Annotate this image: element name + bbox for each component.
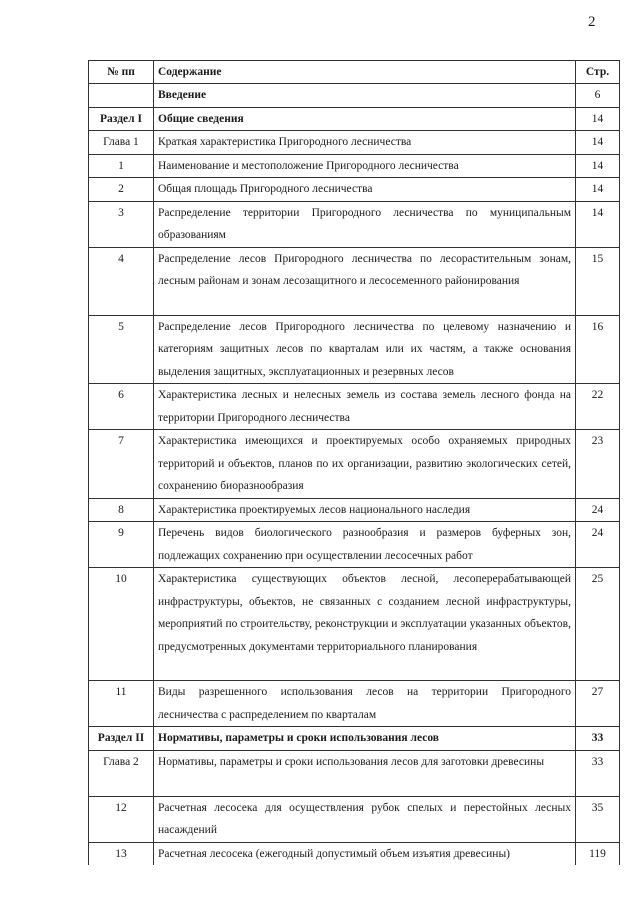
header-num: № пп [89, 61, 154, 84]
row-content: Общие сведения [154, 107, 576, 131]
row-page: 24 [576, 498, 620, 522]
row-num: 12 [89, 796, 154, 842]
row-num: 10 [89, 568, 154, 681]
row-content: Нормативы, параметры и сроки использования лесов [154, 727, 576, 751]
header-content: Содержание [154, 61, 576, 84]
row-page: 27 [576, 681, 620, 727]
row-num: 4 [89, 247, 154, 315]
row-content: Нормативы, параметры и сроки использования лесов для заготовки древесины [154, 750, 576, 796]
row-content: Краткая характеристика Пригородного лесничества [154, 131, 576, 155]
table-row [89, 247, 620, 315]
header-page: Стр. [576, 61, 620, 84]
row-page: 33 [576, 727, 620, 751]
row-page: 14 [576, 178, 620, 202]
row-num: 13 [89, 842, 154, 865]
row-content: Характеристика имеющихся и проектируемых особо охраняемых природных территорий и объектов, планов по их организации, развитию экологических сетей, сохранению биоразнообразия [154, 430, 576, 499]
row-page: 25 [576, 568, 620, 681]
table-row [89, 750, 620, 796]
table-row [89, 568, 620, 681]
row-page: 119 [576, 842, 620, 865]
row-content: Наименование и местоположение Пригородного лесничества [154, 154, 576, 178]
row-content: Расчетная лесосека (ежегодный допустимый объем изъятия древесины) [154, 842, 576, 865]
table-row [89, 430, 620, 499]
row-page: 14 [576, 131, 620, 155]
row-content: Виды разрешенного использования лесов на территории Пригородного лесничества с распределением по кварталам [154, 681, 576, 727]
row-page: 14 [576, 154, 620, 178]
table-row [89, 154, 620, 178]
row-num: 8 [89, 498, 154, 522]
row-content: Распределение территории Пригородного лесничества по муниципальным образованиям [154, 201, 576, 247]
row-content: Характеристика проектируемых лесов национального наследия [154, 498, 576, 522]
row-num: 7 [89, 430, 154, 499]
row-page: 23 [576, 430, 620, 499]
row-num: 2 [89, 178, 154, 202]
row-page: 22 [576, 384, 620, 430]
table-row [89, 796, 620, 842]
table-row [89, 727, 620, 751]
row-content: Перечень видов биологического разнообразия и размеров буферных зон, подлежащих сохранению при осуществлении лесосечных работ [154, 522, 576, 568]
row-content: Характеристика лесных и нелесных земель из состава земель лесного фонда на территории Пригородного лесничества [154, 384, 576, 430]
table-row [89, 681, 620, 727]
table-row [89, 178, 620, 202]
row-page: 35 [576, 796, 620, 842]
table-row [89, 842, 620, 865]
row-num: 1 [89, 154, 154, 178]
table-row [89, 522, 620, 568]
row-page: 6 [576, 84, 620, 108]
row-num: Глава 2 [89, 750, 154, 796]
row-content: Общая площадь Пригородного лесничества [154, 178, 576, 202]
row-content: Введение [154, 84, 576, 108]
page-number: 2 [588, 14, 596, 30]
row-page: 15 [576, 247, 620, 315]
row-page: 14 [576, 107, 620, 131]
row-num: Раздел II [89, 727, 154, 751]
table-row [89, 384, 620, 430]
row-num: 9 [89, 522, 154, 568]
table-row [89, 498, 620, 522]
row-content: Распределение лесов Пригородного лесничества по лесорастительным зонам, лесным районам и зонам лесозащитного и лесосеменного районирования [154, 247, 576, 315]
table-header-row [89, 61, 620, 84]
table-row [89, 315, 620, 384]
row-num [89, 84, 154, 108]
row-num: 5 [89, 315, 154, 384]
table-row [89, 84, 620, 108]
row-page: 14 [576, 201, 620, 247]
table-row [89, 131, 620, 155]
row-num: Раздел I [89, 107, 154, 131]
row-num: 3 [89, 201, 154, 247]
row-num: Глава 1 [89, 131, 154, 155]
row-num: 6 [89, 384, 154, 430]
row-content: Распределение лесов Пригородного лесничества по целевому назначению и категориям защитных лесов по кварталам или их частям, а также основания выделения защитных, эксплуатационных и резервных лесов [154, 315, 576, 384]
row-page: 33 [576, 750, 620, 796]
table-row [89, 201, 620, 247]
row-content: Характеристика существующих объектов лесной, лесоперерабатывающей инфраструктуры, объектов, не связанных с созданием лесной инфраструктуры, мероприятий по строительству, реконструкции и эксплуатации указанных объектов, предусмотренных документами территориального планирования [154, 568, 576, 681]
row-page: 16 [576, 315, 620, 384]
row-num: 11 [89, 681, 154, 727]
row-content: Расчетная лесосека для осуществления рубок спелых и перестойных лесных насаждений [154, 796, 576, 842]
table-of-contents [88, 60, 620, 865]
table-row [89, 107, 620, 131]
row-page: 24 [576, 522, 620, 568]
